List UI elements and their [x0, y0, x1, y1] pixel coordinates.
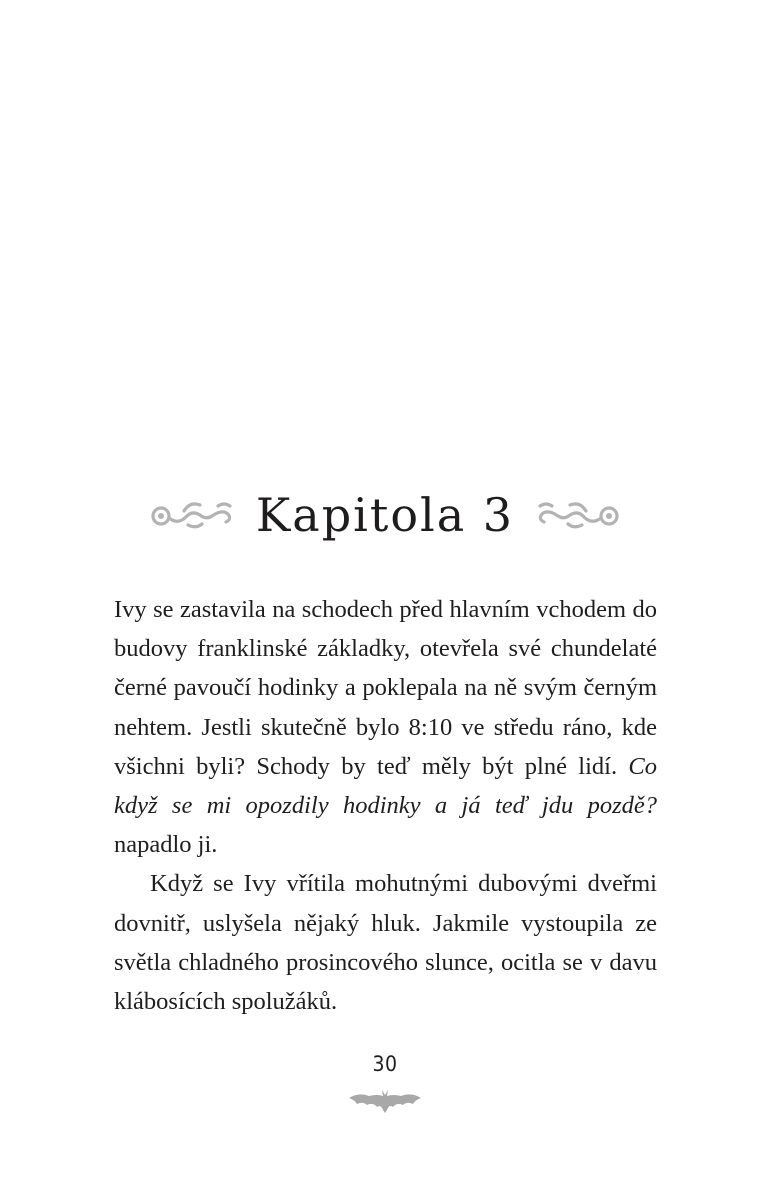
body-text	[114, 590, 657, 1021]
paragraph-text: napadlo ji.	[114, 831, 218, 859]
bat-icon	[347, 1086, 423, 1116]
paragraph-text: Ivy se zastavila na schodech před hlavním vchodem do budovy franklinské základky, otevřela své chundelaté černé pavoučí hodinky a poklepala na ně svým černým nehtem. Jestli skutečně bylo 8:10 ve středu ráno, kde všichni byli? Schody by teď měly být plné lidí.	[114, 596, 657, 780]
thought-text: Co když se mi opozdily hodinky a já teď jdu pozdě?	[114, 752, 657, 820]
chapter-heading	[0, 470, 770, 560]
scroll-flourish-icon	[148, 497, 240, 533]
scroll-flourish-icon	[530, 497, 622, 533]
page-number: 30	[372, 1052, 398, 1076]
paragraph	[114, 864, 657, 1021]
chapter-title: Kapitola 3	[255, 488, 515, 542]
paragraph	[114, 590, 657, 864]
paragraph-text: Když se Ivy vřítila mohutnými dubovými dveřmi dovnitř, uslyšela nějaký hluk. Jakmile vystoupila ze světla chladného prosincového slunce, ocitla se v davu klábosících spolužáků.	[114, 870, 657, 1016]
